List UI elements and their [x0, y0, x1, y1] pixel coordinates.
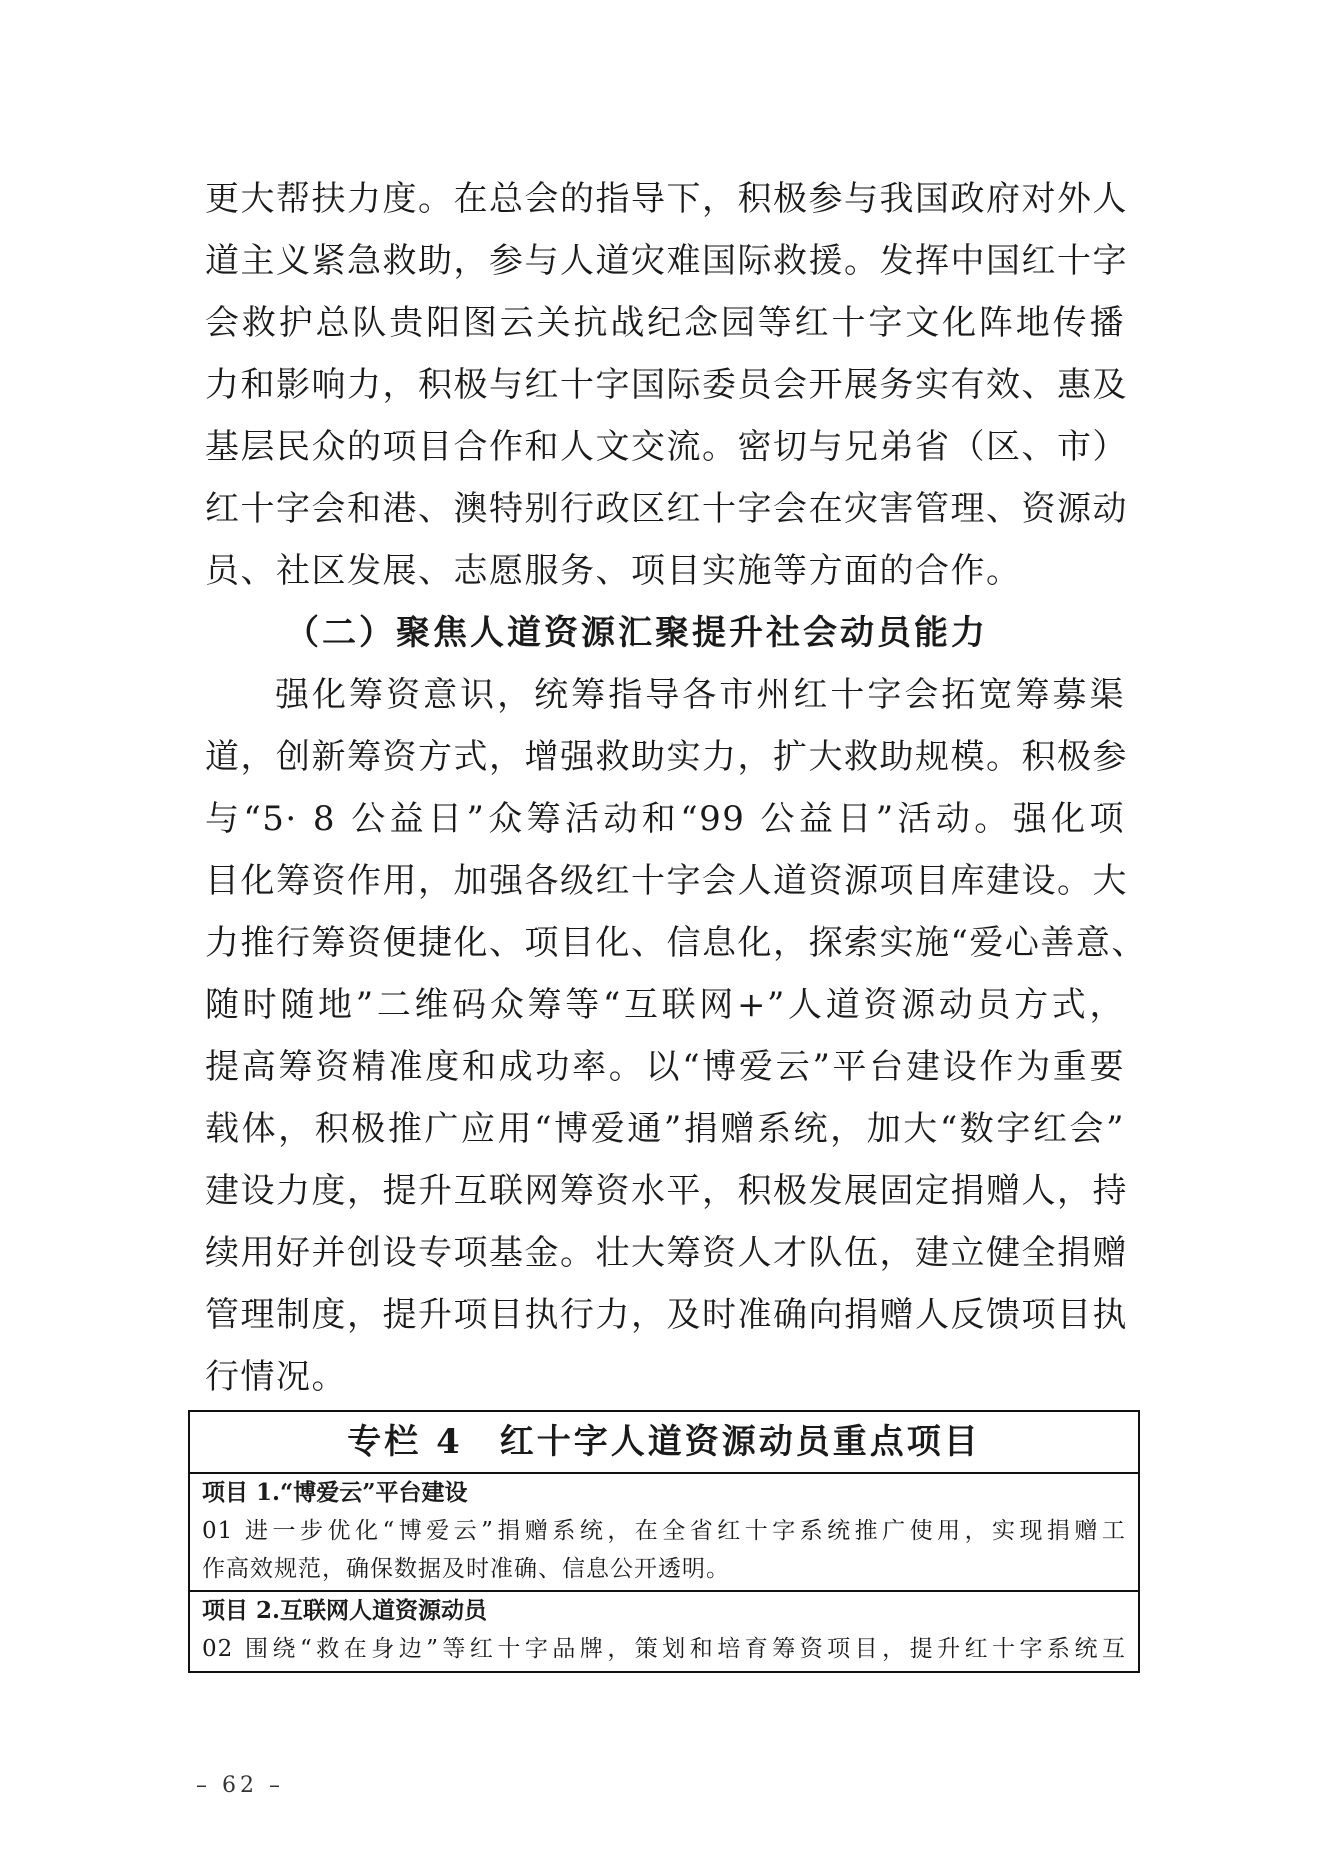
paragraph-line: 行情况。: [205, 1357, 347, 1397]
column-box-title: 专栏 4 红十字人道资源动员重点项目: [190, 1412, 1138, 1474]
paragraph-line: 力推行筹资便捷化、项目化、信息化，探索实施“爱心善意、: [205, 923, 1147, 963]
paragraph-line: 提高筹资精准度和成功率。以“博爱云”平台建设作为重要: [205, 1047, 1125, 1087]
project-section: [190, 1592, 1138, 1668]
paragraph-line: 续用好并创设专项基金。壮大筹资人才队伍，建立健全捐赠: [205, 1233, 1128, 1273]
page-number: – 62 –: [196, 1773, 284, 1798]
paragraph-line: 与“5· 8 公益日”众筹活动和“99 公益日”活动。强化项: [205, 799, 1125, 839]
paragraph-line: 力和影响力，积极与红十字国际委员会开展务实有效、惠及: [205, 365, 1128, 405]
paragraph-line: 载体，积极推广应用“博爱通”捐赠系统，加大“数字红会”: [205, 1109, 1125, 1149]
paragraph-line: 目化筹资作用，加强各级红十字会人道资源项目库建设。大: [205, 861, 1128, 901]
paragraph-line: 道主义紧急救助，参与人道灾难国际救援。发挥中国红十字: [205, 241, 1128, 281]
project-heading: 项目 1.“博爱云”平台建设: [202, 1479, 468, 1506]
section-heading: （二）聚焦人道资源汇聚提升社会动员能力: [285, 613, 988, 653]
project-section: [190, 1474, 1138, 1592]
paragraph-line: 随时随地”二维码众筹等“互联网+”人道资源动员方式，: [205, 985, 1125, 1025]
column-box: [188, 1410, 1140, 1673]
paragraph-line: 会救护总队贵阳图云关抗战纪念园等红十字文化阵地传播: [205, 303, 1125, 343]
paragraph-line: 基层民众的项目合作和人文交流。密切与兄弟省（区、市）: [205, 427, 1128, 467]
project-line: 02 围绕“救在身边”等红十字品牌，策划和培育筹资项目，提升红十字系统互: [202, 1636, 1126, 1662]
body-text: [205, 168, 1147, 1408]
project-heading: 项目 2.互联网人道资源动员: [202, 1597, 488, 1624]
paragraph-line: 红十字会和港、澳特别行政区红十字会在灾害管理、资源动: [205, 489, 1128, 529]
paragraph-line: 建设力度，提升互联网筹资水平，积极发展固定捐赠人，持: [205, 1171, 1128, 1211]
project-line: 01 进一步优化“博爱云”捐赠系统，在全省红十字系统推广使用，实现捐赠工: [202, 1518, 1126, 1544]
paragraph-line: 道，创新筹资方式，增强救助实力，扩大救助规模。积极参: [205, 737, 1128, 777]
project-line: 作高效规范，确保数据及时准确、信息公开透明。: [202, 1556, 730, 1582]
paragraph-line: 管理制度，提升项目执行力，及时准确向捐赠人反馈项目执: [205, 1295, 1128, 1335]
paragraph-line: 更大帮扶力度。在总会的指导下，积极参与我国政府对外人: [205, 179, 1128, 219]
paragraph-line: 强化筹资意识，统筹指导各市州红十字会拓宽筹募渠: [275, 675, 1125, 715]
paragraph-line: 员、社区发展、志愿服务、项目实施等方面的合作。: [205, 551, 1022, 591]
